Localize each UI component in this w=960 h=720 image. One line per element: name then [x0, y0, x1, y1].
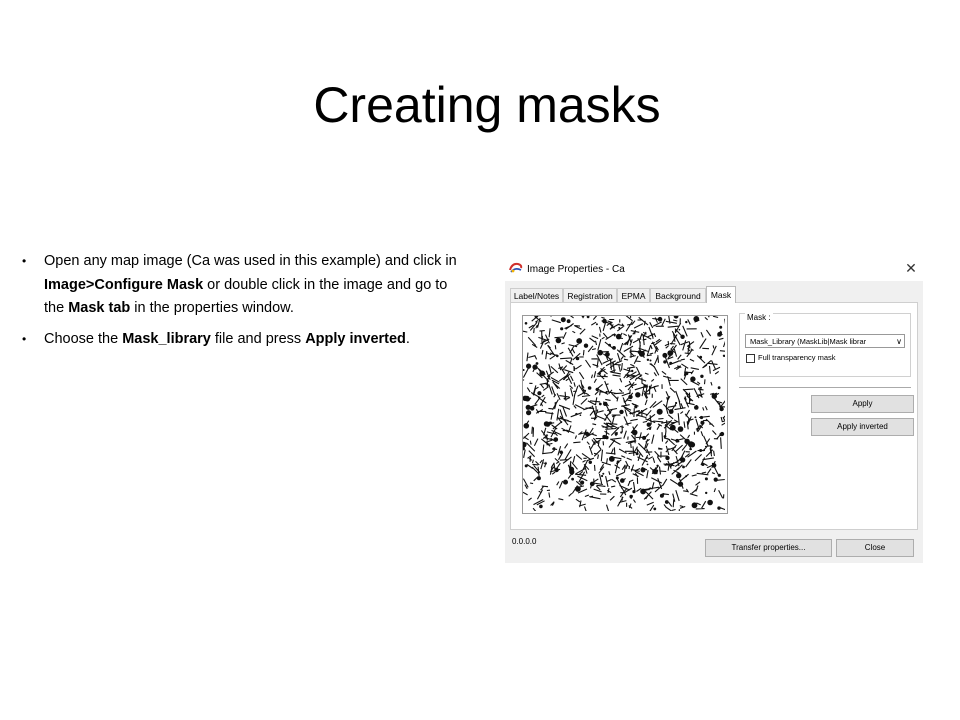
apply-inverted-button[interactable]: Apply inverted — [811, 418, 914, 436]
map-speck — [700, 387, 702, 389]
map-speck — [554, 468, 558, 472]
map-speck — [560, 327, 563, 330]
map-speck — [660, 494, 664, 498]
map-speck — [656, 465, 658, 467]
map-speck — [563, 480, 568, 485]
map-speck — [576, 338, 582, 344]
map-speck — [604, 374, 606, 376]
map-speck — [523, 369, 525, 371]
map-speck — [663, 360, 666, 363]
dialog-title: Image Properties - Ca — [527, 264, 625, 275]
map-speck — [717, 506, 720, 509]
map-speck — [602, 435, 606, 439]
map-speck — [693, 316, 699, 322]
map-speck — [669, 409, 674, 414]
map-speck — [616, 334, 622, 340]
ca-map-image[interactable] — [522, 315, 728, 514]
slide-title: Creating masks — [313, 77, 661, 133]
mask-group-box — [739, 313, 911, 377]
map-speck — [665, 500, 669, 504]
map-speck — [684, 439, 689, 444]
tab-epma[interactable]: EPMA — [617, 288, 650, 302]
map-speck — [682, 466, 685, 469]
app-logo-icon — [509, 262, 523, 274]
map-speck — [524, 423, 530, 429]
map-speck — [635, 392, 640, 397]
map-speck — [705, 492, 707, 494]
map-speck — [567, 319, 571, 323]
map-speck — [618, 327, 620, 329]
map-speck — [605, 352, 610, 357]
tab-label-notes[interactable]: Label/Notes — [510, 288, 563, 302]
map-speck — [556, 355, 559, 358]
map-speck — [560, 451, 563, 454]
map-speck — [602, 473, 604, 475]
map-speck — [615, 432, 618, 435]
map-speck — [658, 317, 663, 322]
map-speck — [535, 316, 538, 318]
map-speck — [585, 432, 589, 436]
map-speck — [569, 469, 574, 474]
bullet-text: . — [405, 330, 410, 347]
map-speck — [634, 405, 637, 408]
map-speck — [718, 386, 721, 389]
map-speck — [564, 397, 566, 399]
map-speck — [539, 505, 543, 509]
map-speck — [690, 376, 695, 381]
map-speck — [720, 432, 724, 436]
map-speck — [612, 346, 616, 350]
map-speck — [620, 478, 625, 483]
map-speck — [539, 371, 545, 377]
map-speck — [652, 469, 658, 475]
map-speck — [526, 410, 531, 415]
map-speck — [601, 475, 603, 477]
map-speck — [525, 322, 528, 325]
map-speck — [603, 402, 607, 406]
status-text: 0.0.0.0 — [512, 537, 537, 546]
map-speck — [597, 350, 603, 356]
map-speck — [525, 464, 528, 467]
map-speck — [532, 365, 537, 370]
map-speck — [608, 344, 611, 347]
map-speck — [587, 316, 590, 318]
map-speck — [575, 486, 581, 492]
map-speck — [537, 476, 541, 480]
map-speck — [627, 374, 630, 377]
map-speck — [664, 435, 667, 438]
map-speck — [700, 416, 703, 419]
bullet-bold-text: Mask_library — [122, 330, 211, 347]
map-speck — [616, 477, 619, 480]
map-speck — [553, 447, 556, 450]
map-speck — [576, 357, 580, 361]
map-speck — [714, 478, 718, 482]
map-speck — [692, 502, 698, 508]
map-speck — [670, 425, 676, 431]
map-speck — [599, 403, 602, 406]
map-speck — [701, 463, 704, 466]
map-speck — [628, 395, 632, 399]
map-speck — [699, 449, 702, 452]
map-speck — [649, 428, 651, 430]
map-speck — [680, 335, 684, 339]
map-speck — [650, 360, 652, 362]
full-transparency-checkbox[interactable] — [746, 354, 755, 363]
map-speck — [575, 413, 577, 415]
map-speck — [584, 344, 588, 348]
map-speck — [641, 468, 646, 473]
chevron-down-icon[interactable]: ∨ — [896, 337, 902, 346]
map-speck — [700, 375, 703, 378]
map-speck — [526, 364, 531, 369]
map-speck — [657, 409, 663, 415]
map-speck — [678, 426, 684, 432]
map-speck — [614, 335, 616, 337]
map-speck — [685, 372, 689, 376]
divider — [739, 387, 911, 388]
map-speck — [667, 350, 673, 356]
map-speck — [617, 460, 620, 463]
map-speck — [678, 481, 683, 486]
map-speck — [719, 407, 723, 411]
mask-tab-panel — [510, 302, 918, 530]
map-speck — [643, 384, 646, 387]
mask-library-select[interactable] — [745, 334, 905, 348]
map-speck — [584, 390, 586, 392]
bullet-text: or double click in the image and go to the — [44, 276, 448, 316]
map-speck — [631, 370, 633, 372]
map-speck — [636, 452, 639, 455]
map-speck — [694, 416, 696, 418]
map-speck — [675, 402, 677, 404]
map-speck — [629, 495, 632, 498]
tab-background[interactable]: Background — [650, 288, 706, 302]
map-speck — [571, 478, 574, 481]
close-button[interactable]: Close — [836, 539, 914, 557]
mask-library-select-value: Mask_Library (MaskLib|Mask librar — [750, 337, 867, 346]
map-speck — [712, 394, 717, 399]
map-speck — [710, 446, 713, 449]
bullet-bold-text: Mask tab — [68, 300, 131, 316]
bullet-list — [22, 250, 462, 358]
map-speck — [679, 329, 681, 331]
dialog-titlebar[interactable] — [505, 257, 923, 281]
image-properties-dialog — [505, 257, 923, 563]
map-speck — [632, 430, 638, 436]
map-speck — [632, 490, 635, 493]
map-speck — [665, 456, 669, 460]
map-speck — [680, 457, 685, 462]
bullet-text: Choose the — [44, 330, 123, 347]
bullet-bold-text: Image>Configure Mask — [44, 276, 204, 293]
map-speck — [609, 456, 615, 462]
map-speck — [705, 477, 708, 480]
map-speck — [685, 475, 687, 477]
map-speck — [639, 351, 645, 357]
bullet-text: file and press — [210, 330, 306, 347]
map-speck — [662, 353, 667, 358]
map-speck — [537, 391, 541, 395]
map-speck — [523, 442, 527, 448]
map-speck — [536, 362, 539, 365]
map-speck — [647, 464, 649, 466]
map-speck — [580, 481, 584, 485]
map-speck — [561, 317, 566, 322]
map-speck — [685, 321, 687, 323]
map-speck — [647, 359, 649, 361]
map-speck — [619, 410, 623, 414]
map-speck — [554, 437, 559, 442]
map-speck — [640, 489, 646, 495]
map-speck — [590, 482, 595, 487]
map-speck — [642, 436, 646, 440]
apply-button[interactable]: Apply — [811, 395, 914, 413]
close-icon[interactable]: ✕ — [905, 260, 917, 276]
map-speck — [588, 386, 592, 390]
tab-registration[interactable]: Registration — [563, 288, 617, 302]
bullet-item — [22, 250, 462, 321]
map-speck — [674, 316, 679, 319]
map-speck — [596, 323, 598, 325]
map-speck — [582, 316, 585, 317]
map-speck — [717, 332, 722, 337]
map-speck — [596, 388, 599, 391]
map-speck — [719, 326, 722, 329]
map-speck — [675, 439, 679, 443]
map-speck — [689, 448, 691, 450]
map-speck — [589, 461, 592, 464]
map-speck — [573, 369, 575, 371]
map-speck — [526, 405, 531, 410]
map-speck — [707, 500, 713, 506]
bullet-text: Open any map image (Ca was used in this example) and click in — [44, 253, 457, 269]
map-speck — [700, 421, 704, 425]
bullet-item — [22, 328, 462, 352]
bullet-text: in the properties window. — [130, 300, 294, 316]
bullet-bold-text: Apply inverted — [305, 330, 406, 347]
map-speck — [556, 338, 562, 344]
map-speck — [602, 319, 607, 324]
map-speck — [718, 474, 721, 477]
map-speck — [653, 508, 656, 511]
map-speck — [598, 372, 601, 375]
map-speck — [694, 405, 699, 410]
mask-group-label: Mask : — [747, 313, 771, 322]
map-speck — [676, 473, 681, 478]
map-speck — [620, 431, 622, 433]
map-speck — [723, 355, 725, 357]
full-transparency-label: Full transparency mask — [758, 353, 836, 362]
transfer-properties-button[interactable]: Transfer properties... — [705, 539, 832, 557]
map-speck — [669, 362, 672, 365]
tab-mask[interactable]: Mask — [706, 286, 736, 303]
map-speck — [699, 356, 702, 359]
map-speck — [647, 423, 651, 427]
map-speck — [712, 463, 717, 468]
map-speck — [544, 421, 549, 426]
map-speck — [580, 414, 582, 416]
